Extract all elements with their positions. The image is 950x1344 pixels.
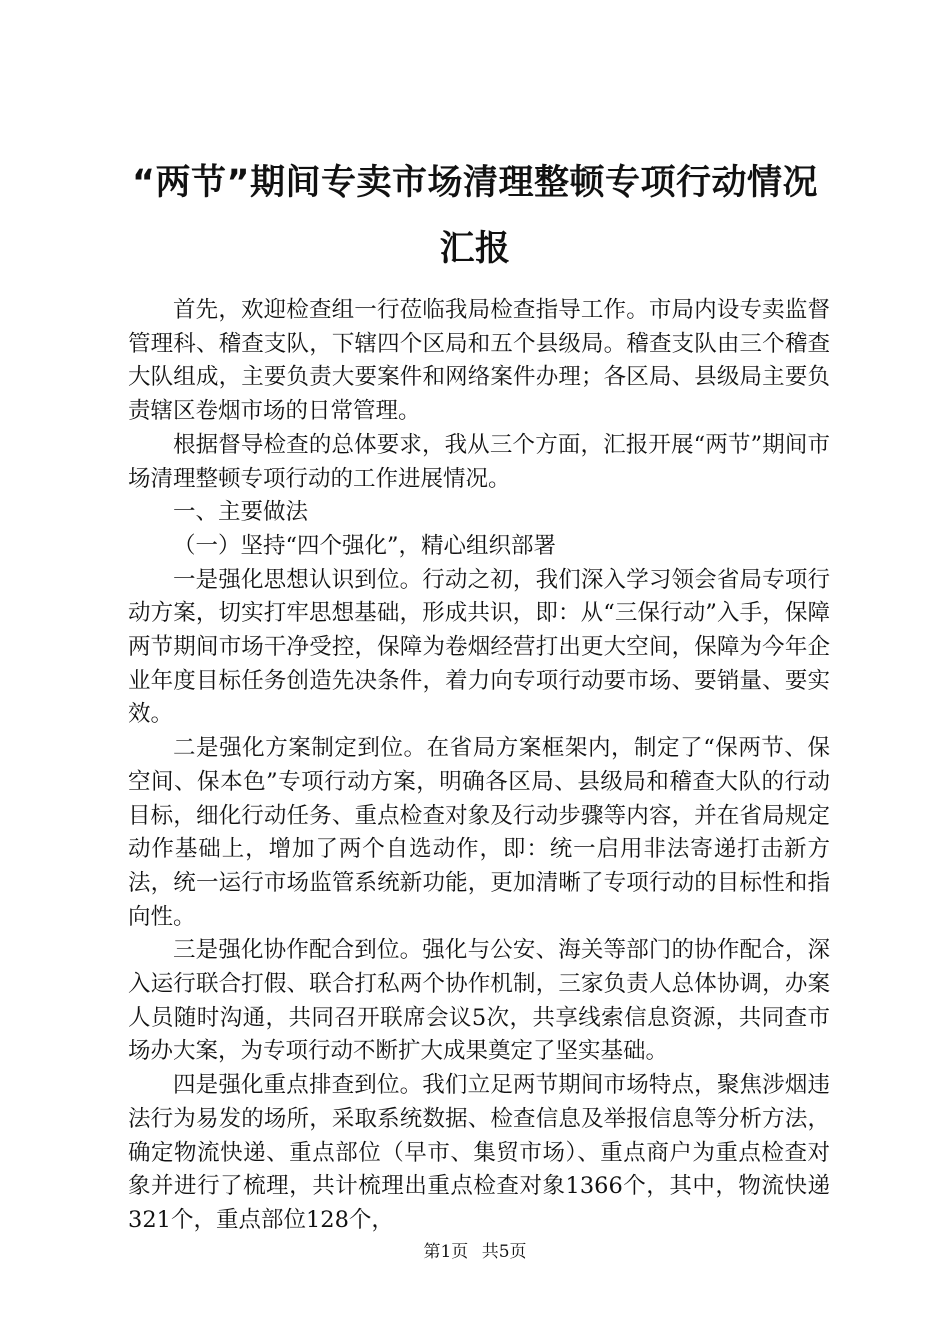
paragraph-point-two: 二是强化方案制定到位。在省局方案框架内，制定了“保两节、保空间、保本色”专项行动方案，明确各区局、县级局和稽查大队的行动目标，细化行动任务、重点检查对象及行动步骤等内容，并在省局规定动作基础上，增加了两个自选动作，即：统一启用非法寄递打击新方法，统一运行市场监管系统新功能，更加清晰了专项行动的目标性和指向性。 <box>128 735 830 930</box>
document-body <box>128 294 830 1238</box>
paragraph-point-one: 一是强化思想认识到位。行动之初，我们深入学习领会省局专项行动方案，切实打牢思想基础，形成共识，即：从“三保行动”入手，保障两节期间市场干净受控，保障为卷烟经营打出更大空间，保障为今年企业年度目标任务创造先决条件，着力向专项行动要市场、要销量、要实效。 <box>128 566 830 728</box>
subsection-heading-four-strengthen: （一）坚持“四个强化”，精心组织部署 <box>173 532 557 559</box>
paragraph-point-three: 三是强化协作配合到位。强化与公安、海关等部门的协作配合，深入运行联合打假、联合打私两个协作机制，三家负责人总体协调，办案人员随时沟通，共同召开联席会议5次，共享线索信息资源，共同查市场办大案，为专项行动不断扩大成果奠定了坚实基础。 <box>128 937 830 1065</box>
page-total: 共5页 <box>481 1242 527 1262</box>
section-heading-main-practices: 一、主要做法 <box>173 499 309 526</box>
document-title: “两节”期间专卖市场清理整顿专项行动情况汇报 <box>131 163 818 269</box>
page-number: 第1页 <box>423 1242 469 1262</box>
paragraph-intro: 首先，欢迎检查组一行莅临我局检查指导工作。市局内设专卖监督管理科、稽查支队，下辖四个区局和五个县级局。稽查支队由三个稽查大队组成，主要负责大要案件和网络案件办理；各区局、县级局主要负责辖区卷烟市场的日常管理。 <box>128 297 830 425</box>
paragraph-point-four: 四是强化重点排查到位。我们立足两节期间市场特点，聚焦涉烟违法行为易发的场所，采取系统数据、检查信息及举报信息等分析方法，确定物流快递、重点部位（早市、集贸市场）、重点商户为重点检查对象并进行了梳理，共计梳理出重点检查对象1366个，其中，物流快递321个，重点部位128个， <box>128 1072 830 1233</box>
paragraph-overview: 根据督导检查的总体要求，我从三个方面，汇报开展“两节”期间市场清理整顿专项行动的工作进展情况。 <box>128 431 830 492</box>
page-footer <box>0 1240 950 1264</box>
